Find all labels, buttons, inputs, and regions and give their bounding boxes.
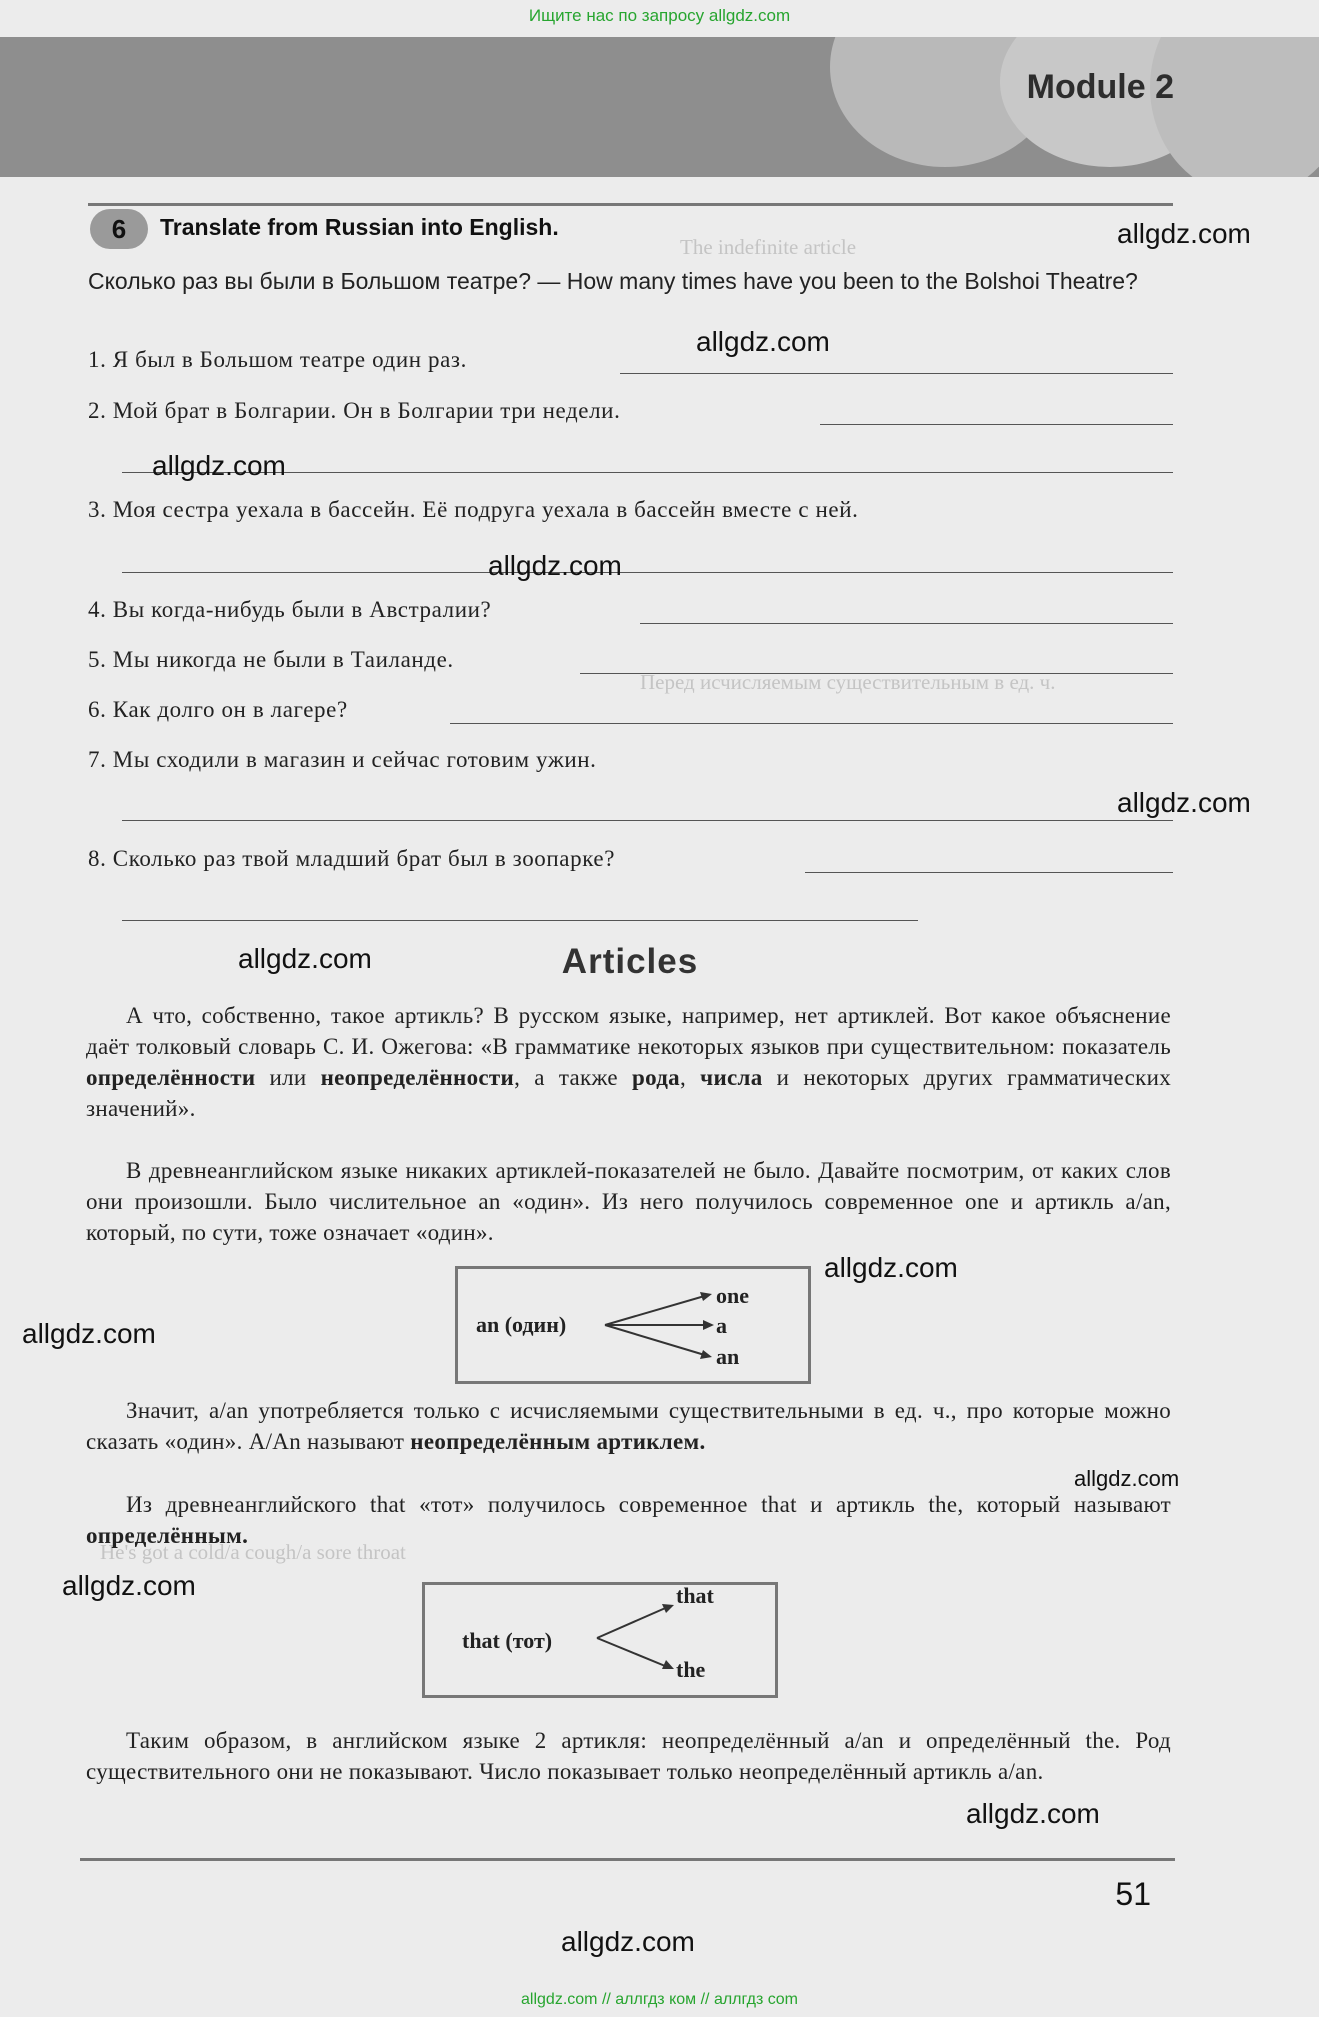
answer-line[interactable] <box>620 373 1173 374</box>
task-item-6: 6. Как долго он в лагере? <box>88 697 348 722</box>
bottom-rule <box>80 1858 1175 1861</box>
answer-line[interactable] <box>580 673 1173 674</box>
task-item-8: 8. Сколько раз твой младший брат был в зоопарке? <box>88 846 616 871</box>
answer-line[interactable] <box>640 623 1173 624</box>
articles-paragraph-2: В древнеанглийском языке никаких артиклей-показателей не было. Давайте посмотрим, от каких слов они произошли. Было числительное an «один». Из него получилось современное one и артикль a/an, который, по сути, тоже означает «один». <box>86 1158 1171 1245</box>
task-item-2: 2. Мой брат в Болгарии. Он в Болгарии три недели. <box>88 398 621 423</box>
answer-line[interactable] <box>122 820 1173 821</box>
diagram-that-target-that: that <box>676 1583 714 1608</box>
footer-links[interactable]: allgdz.com // аллгдз ком // аллгдз com <box>521 1991 798 2008</box>
ghost-text: Перед исчисляемым существительным в ед. ч. <box>640 670 1056 694</box>
task-item-7: 7. Мы сходили в магазин и сейчас готовим ужин. <box>88 747 597 772</box>
task-instruction: Translate from Russian into English. <box>160 214 559 240</box>
task-item-5: 5. Мы никогда не были в Таиланде. <box>88 647 454 672</box>
answer-line[interactable] <box>805 872 1173 873</box>
articles-paragraph-5: Таким образом, в английском языке 2 артикля: неопределённый a/an и определённый the. Род существительного они не показывают. Число показывает только неопределённый артикль a/an. <box>86 1728 1171 1784</box>
answer-line[interactable] <box>450 723 1173 724</box>
diagram-that-source: that (тот) <box>462 1628 553 1653</box>
answer-line[interactable] <box>820 424 1173 425</box>
watermark: allgdz.com <box>62 1570 196 1601</box>
diagram-that-target-the: the <box>676 1657 706 1682</box>
watermark: allgdz.com <box>152 450 286 481</box>
task-example: Сколько раз вы были в Большом театре? — How many times have you been to the Bolshoi Theatre? <box>88 268 1138 294</box>
watermark: allgdz.com <box>824 1252 958 1283</box>
module-title: Module 2 <box>1026 68 1174 106</box>
watermark: allgdz.com <box>696 326 830 357</box>
diagram-an-target-one: one <box>716 1283 749 1308</box>
articles-paragraph-1: А что, собственно, такое артикль? В русском языке, например, нет артиклей. Вот какое объяснение даёт толковый словарь С. И. Ожегова: «В грамматике некоторых языков при существительном: показатель определённости или неопределённости, а также рода, числа и некоторых других грамматических значений». <box>86 1003 1171 1121</box>
watermark: allgdz.com <box>1074 1466 1180 1491</box>
page-number: 51 <box>1115 1876 1151 1912</box>
task-number-badge: 6 <box>90 209 148 249</box>
task-item-1: 1. Я был в Большом театре один раз. <box>88 347 467 372</box>
answer-line[interactable] <box>122 572 1173 573</box>
diagram-that-arrows <box>592 1596 682 1676</box>
watermark: allgdz.com <box>22 1318 156 1349</box>
watermark: allgdz.com <box>561 1926 695 1957</box>
watermark: allgdz.com <box>966 1798 1100 1829</box>
watermark: allgdz.com <box>238 943 372 974</box>
decor-petal <box>1150 37 1319 177</box>
answer-line[interactable] <box>122 920 918 921</box>
ghost-text: He's got a cold/a cough/a sore throat <box>100 1540 406 1564</box>
diagram-an-target-an: an <box>716 1344 740 1369</box>
module-header <box>0 37 1319 177</box>
task-item-3: 3. Моя сестра уехала в бассейн. Её подруга уехала в бассейн вместе с ней. <box>88 497 859 522</box>
top-banner-link[interactable]: Ищите нас по запросу allgdz.com <box>528 6 791 25</box>
diagram-an-target-a: a <box>716 1313 727 1338</box>
diagram-an-source: an (один) <box>476 1312 567 1337</box>
watermark: allgdz.com <box>1117 787 1251 818</box>
ghost-text: The indefinite article <box>680 235 857 259</box>
articles-paragraph-3: Значит, a/an употребляется только с исчисляемыми существительными в ед. ч., про которые можно сказать «один». A/An называют неопределённым артиклем. <box>86 1398 1171 1454</box>
diagram-an-arrows <box>600 1280 720 1370</box>
task-item-4: 4. Вы когда-нибудь были в Австралии? <box>88 597 492 622</box>
watermark: allgdz.com <box>488 550 622 581</box>
section-rule <box>88 203 1173 206</box>
watermark: allgdz.com <box>1117 218 1251 249</box>
articles-paragraph-4: Из древнеанглийского that «тот» получилось современное that и артикль the, который называют определённым. <box>86 1492 1171 1548</box>
articles-heading: Articles <box>561 942 699 981</box>
